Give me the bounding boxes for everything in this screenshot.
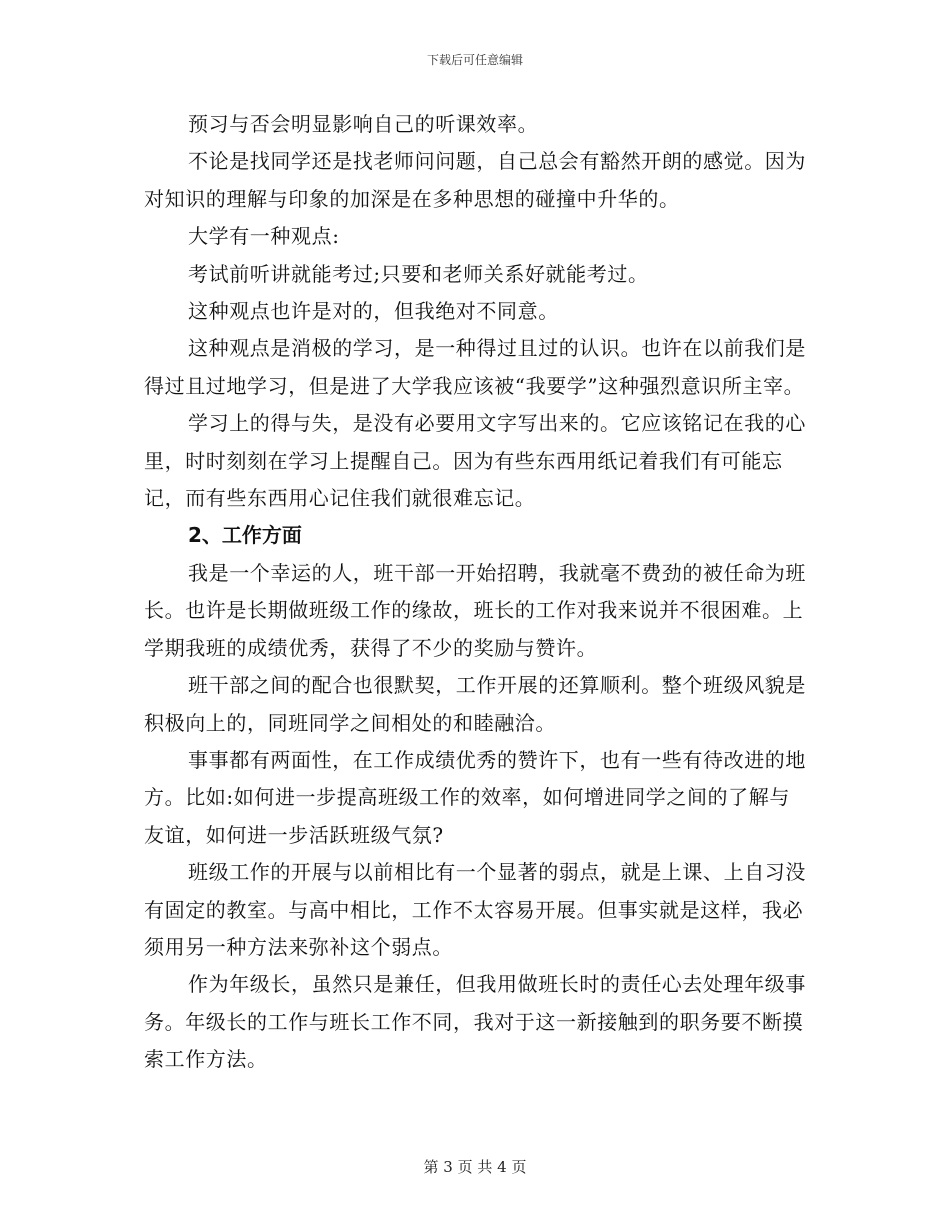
paragraph: 班干部之间的配合也很默契，工作开展的还算顺利。整个班级风貌是积极向上的，同班同学之间相处的和睦融洽。: [144, 673, 806, 735]
paragraph: 预习与否会明显影响自己的听课效率。: [188, 112, 539, 136]
paragraph: 学习上的得与失，是没有必要用文字写出来的。它应该铭记在我的心里，时时刻刻在学习上提醒自己。因为有些东西用纸记着我们有可能忘记，而有些东西用心记住我们就很难忘记。: [144, 411, 806, 511]
paragraph: 这种观点是消极的学习，是一种得过且过的认识。也许在以前我们是得过且过地学习，但是进了大学我应该被“我要学”这种强烈意识所主宰。: [144, 336, 806, 398]
document-body: [144, 106, 806, 1079]
paragraph: 不论是找同学还是找老师问问题，自己总会有豁然开朗的感觉。因为对知识的理解与印象的加深是在多种思想的碰撞中升华的。: [144, 149, 806, 211]
page-footer: 第 3 页 共 4 页: [423, 1158, 527, 1176]
paragraph: 大学有一种观点:: [188, 224, 340, 249]
paragraph: 这种观点也许是对的，但我绝对不同意。: [188, 299, 559, 324]
paragraph: 班级工作的开展与以前相比有一个显著的弱点，就是上课、上自习没有固定的教室。与高中相比，工作不太容易开展。但事实就是这样，我必须用另一种方法来弥补这个弱点。: [144, 860, 806, 959]
paragraph: 考试前听讲就能考过;只要和老师关系好就能考过。: [188, 261, 649, 286]
page-header: 下载后可任意编辑: [426, 53, 523, 67]
paragraph: 事事都有两面性，在工作成绩优秀的赞许下，也有一些有待改进的地方。比如:如何进一步提高班级工作的效率，如何增进同学之间的了解与友谊，如何进一步活跃班级气氛?: [144, 747, 806, 847]
paragraph: 我是一个幸运的人，班干部一开始招聘，我就毫不费劲的被任命为班长。也许是长期做班级工作的缘故，班长的工作对我来说并不很困难。上学期我班的成绩优秀，获得了不少的奖励与赞许。: [144, 560, 806, 660]
paragraph: 作为年级长，虽然只是兼任，但我用做班长时的责任心去处理年级事务。年级长的工作与班长工作不同，我对于这一新接触到的职务要不断摸索工作方法。: [144, 972, 806, 1072]
section-heading: 2、工作方面: [188, 523, 302, 548]
